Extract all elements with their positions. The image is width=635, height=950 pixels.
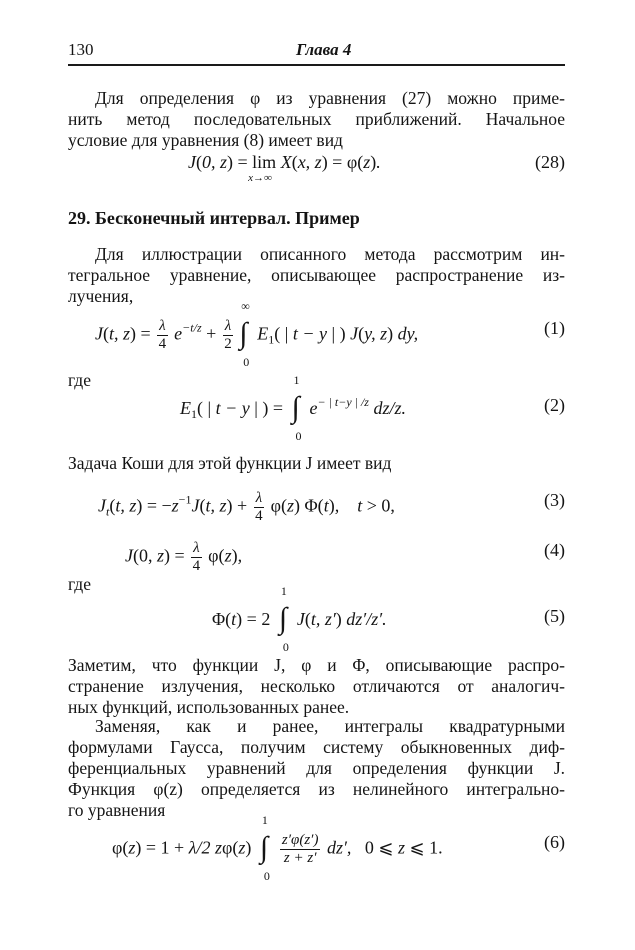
equation-1 (68, 298, 565, 369)
equation-number: (4) (544, 540, 565, 560)
where-label: где (68, 574, 91, 594)
text-line: формулами Гаусса, получим систему обыкновенных диф- (68, 737, 565, 757)
text-line: нить метод последовательных приближений. Начальное (68, 109, 565, 129)
equation-number: (28) (535, 152, 565, 172)
chapter-title: Глава 4 (296, 40, 352, 59)
text-line: тегральное уравнение, описывающее распространение из- (68, 265, 565, 285)
equation-number: (3) (544, 490, 565, 510)
equation-number: (1) (544, 318, 565, 338)
header-rule (68, 64, 565, 66)
equation-3-body: $J_t(t$, $z) = -z^{-1}J(t$, z) + $\frac{\lambda}{4}$ φ(z) Φ(t), t > 0, (98, 490, 395, 524)
paragraph-1 (68, 244, 565, 307)
section-heading: 29. Бесконечный интервал. Пример (68, 208, 360, 228)
equation-2-body: $E_1$( | t − y | ) = 1 ∫ 0 $e^{- | t-y | /z}$ dz/z. (180, 373, 406, 443)
text-line: Для иллюстрации описанного метода рассмотрим ин- (95, 244, 565, 264)
equation-number: (6) (544, 832, 565, 852)
text-line: Заменяя, как и ранее, интегралы квадратурными (95, 716, 565, 736)
equation-6 (68, 812, 565, 883)
equation-3 (68, 490, 565, 530)
equation-28 (68, 152, 565, 192)
text-line: Функция φ(z) определяется из нелинейного интегрально- (68, 779, 565, 799)
text-line: Задача Коши для этой функции J имеет вид (68, 453, 392, 473)
running-header (68, 40, 565, 64)
text-line: ных функций, использованных ранее. (68, 697, 350, 717)
text-line: ференциальных уравнений для определения функции J. (68, 758, 565, 778)
paragraph-3 (68, 716, 565, 821)
equation-28-body: J(0, z) = lim x→∞ X(x, z) = φ(z). (188, 152, 381, 184)
text-line: условие для уравнения (8) имеет вид (68, 130, 343, 150)
equation-6-body: φ(z) = 1 + λ/2 zφ(z) 1 ∫ 0 $\frac{z'\varphi(z')}{z + z'}$ dz′, 0 ⩽ z ⩽ 1. (112, 812, 443, 883)
equation-number: (5) (544, 606, 565, 626)
equation-1-body: J(t, z) = $\frac{\lambda}{4}$ $e^{-t/z}$ + $\frac{\lambda}{2}$ ∞ ∫ 0 $E_1$( | t − y | ) J(y, z) dy, (95, 298, 419, 369)
equation-number: (2) (544, 395, 565, 415)
text-line: странение излучения, несколько отличаются от аналогич- (68, 676, 565, 696)
cauchy-sentence (68, 453, 565, 474)
text-line: Для определения φ из уравнения (27) можно приме- (95, 88, 565, 108)
paragraph-2 (68, 655, 565, 718)
equation-5-body: Φ(t) = 2 1 ∫ 0 J(t, z′) dz′/z′. (212, 584, 387, 654)
where-label: где (68, 370, 91, 390)
page-number: 130 (68, 40, 94, 59)
equation-4-body: J(0, z) = $\frac{\lambda}{4}$ φ(z), (125, 540, 243, 574)
text-line: го уравнения (68, 800, 166, 820)
equation-4 (68, 540, 565, 580)
text-line: лучения, (68, 286, 134, 306)
intro-paragraph (68, 88, 565, 151)
text-line: Заметим, что функции J, φ и Φ, описывающие распро- (68, 655, 565, 675)
